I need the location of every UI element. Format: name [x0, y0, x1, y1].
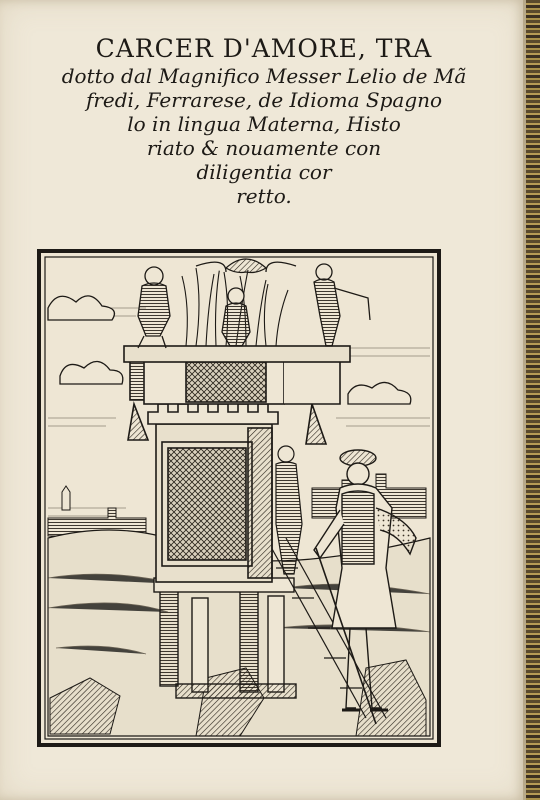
title-line-5: riato & nouamente con: [146, 136, 382, 160]
title-line-6: diligentia cor: [196, 160, 332, 184]
title-line-1: CARCER D'AMORE, TRA: [95, 34, 433, 63]
woodcut-illustration: [36, 248, 442, 748]
title-block: [24, 34, 504, 208]
title-line-4: lo in lingua Materna, Histo: [127, 112, 401, 136]
book-binding: [526, 0, 540, 800]
title-line-7: retto.: [236, 184, 292, 208]
title-line-2: dotto dal Magnifico Messer Lelio de Mã: [61, 64, 467, 88]
tower-body: [148, 404, 278, 582]
title-line-3: fredi, Ferrarese, de Idioma Spagno: [85, 88, 443, 112]
tower-grated-window: [168, 448, 246, 560]
woodcut-svg: [36, 248, 442, 748]
